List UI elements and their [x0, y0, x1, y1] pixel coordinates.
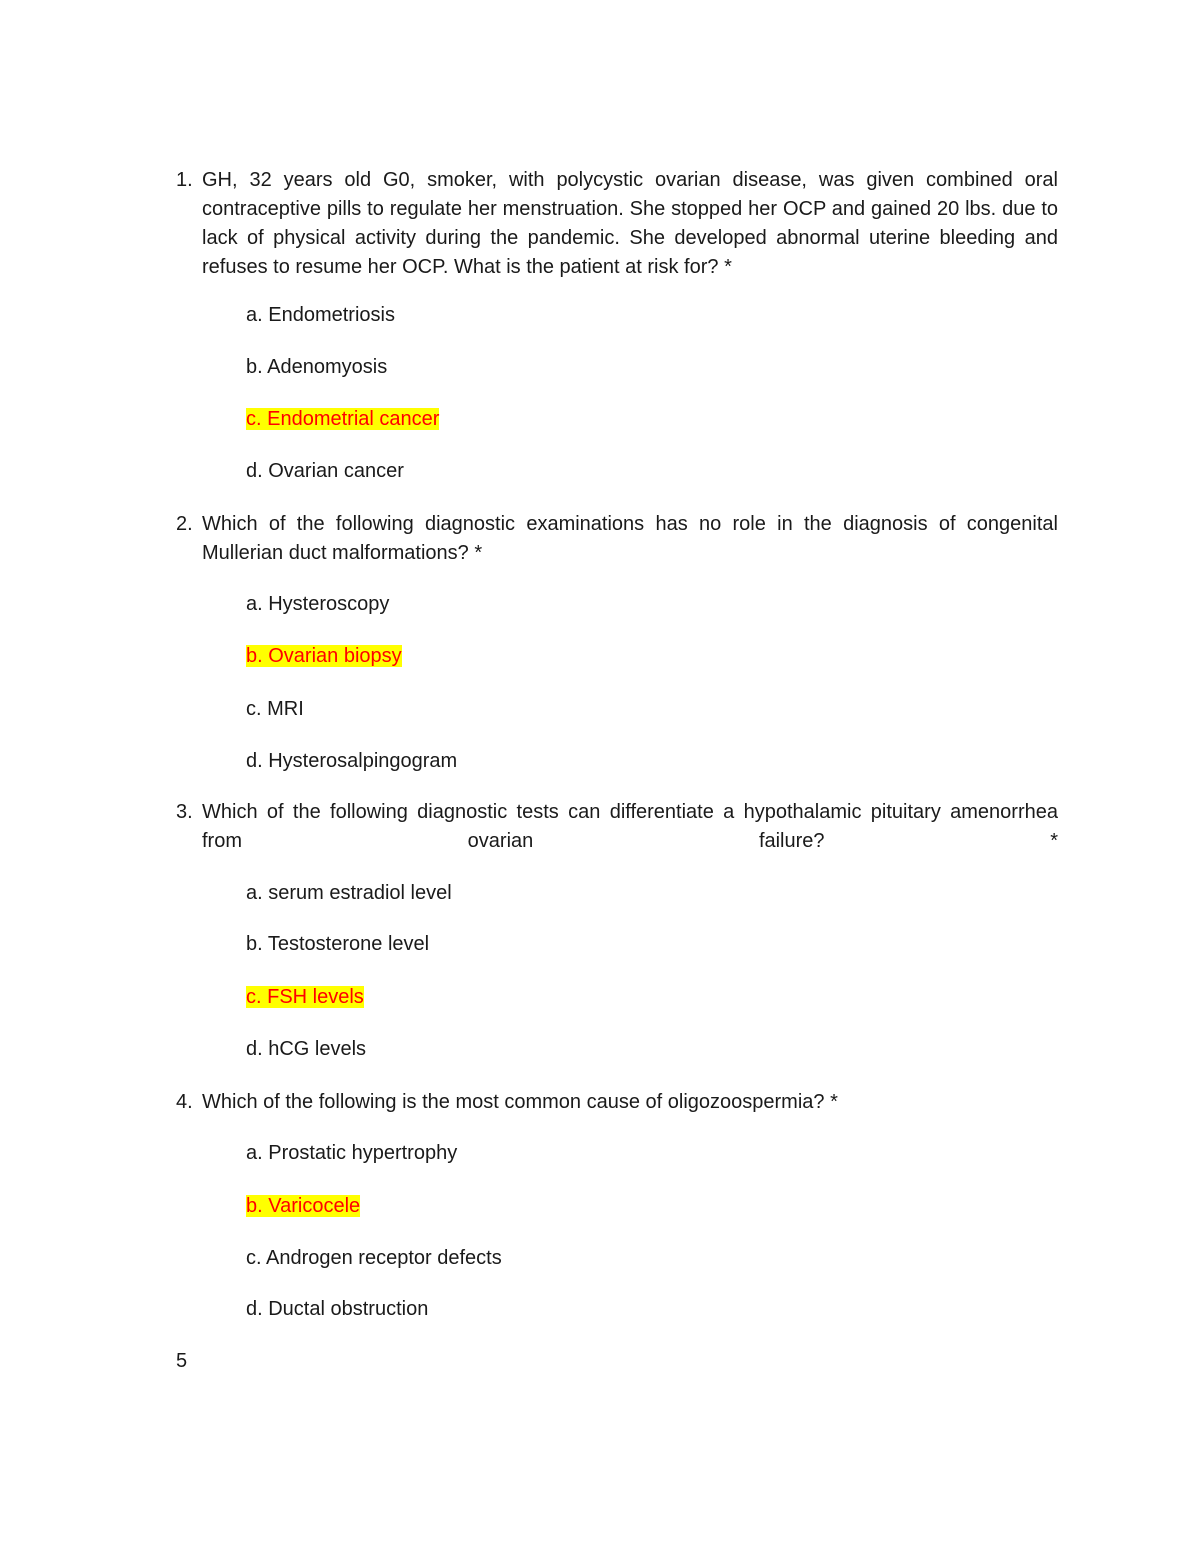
question-number: 4.: [176, 1091, 193, 1113]
option-2d: d. Hysterosalpingogram: [246, 750, 458, 772]
option-3b: b. Testosterone level: [246, 933, 430, 955]
question-text: Which of the following diagnostic examinations has no role in the diagnosis of congenital Mullerian duct malformations? *: [202, 513, 1058, 564]
question-4: [176, 1088, 1058, 1117]
question-3: [176, 798, 1058, 856]
option-1a: a. Endometriosis: [246, 304, 395, 326]
option-4c: c. Androgen receptor defects: [246, 1247, 502, 1269]
option-2c: c. MRI: [246, 698, 304, 720]
question-2: [176, 510, 1058, 568]
question-text: Which of the following diagnostic tests can differentiate a hypothalamic pituitary amenorrhea from ovarian failure? *: [202, 801, 1058, 852]
option-2b-answer: b. Ovarian biopsy: [246, 645, 402, 667]
option-1b: b. Adenomyosis: [246, 356, 388, 378]
page-number: 5: [176, 1350, 188, 1372]
option-2a: a. Hysteroscopy: [246, 593, 390, 615]
option-4d: d. Ductal obstruction: [246, 1298, 429, 1320]
question-text: Which of the following is the most common cause of oligozoospermia? *: [202, 1091, 838, 1113]
option-4b-answer: b. Varicocele: [246, 1195, 361, 1217]
option-3c-answer: c. FSH levels: [246, 986, 364, 1008]
question-number: 2.: [176, 513, 193, 535]
option-3a: a. serum estradiol level: [246, 882, 452, 904]
question-number: 3.: [176, 801, 193, 823]
option-4a: a. Prostatic hypertrophy: [246, 1142, 458, 1164]
question-number: 1.: [176, 169, 193, 191]
option-1d: d. Ovarian cancer: [246, 460, 404, 482]
option-3d: d. hCG levels: [246, 1038, 367, 1060]
question-1: [176, 166, 1058, 282]
option-1c-answer: c. Endometrial cancer: [246, 408, 440, 430]
question-text: GH, 32 years old G0, smoker, with polycystic ovarian disease, was given combined oral contraceptive pills to regulate her menstruation. She stopped her OCP and gained 20 lbs. due to lack of physical activity during the pandemic. She developed abnormal uterine bleeding and refuses to resume her OCP. What is the patient at risk for? *: [202, 169, 1058, 278]
